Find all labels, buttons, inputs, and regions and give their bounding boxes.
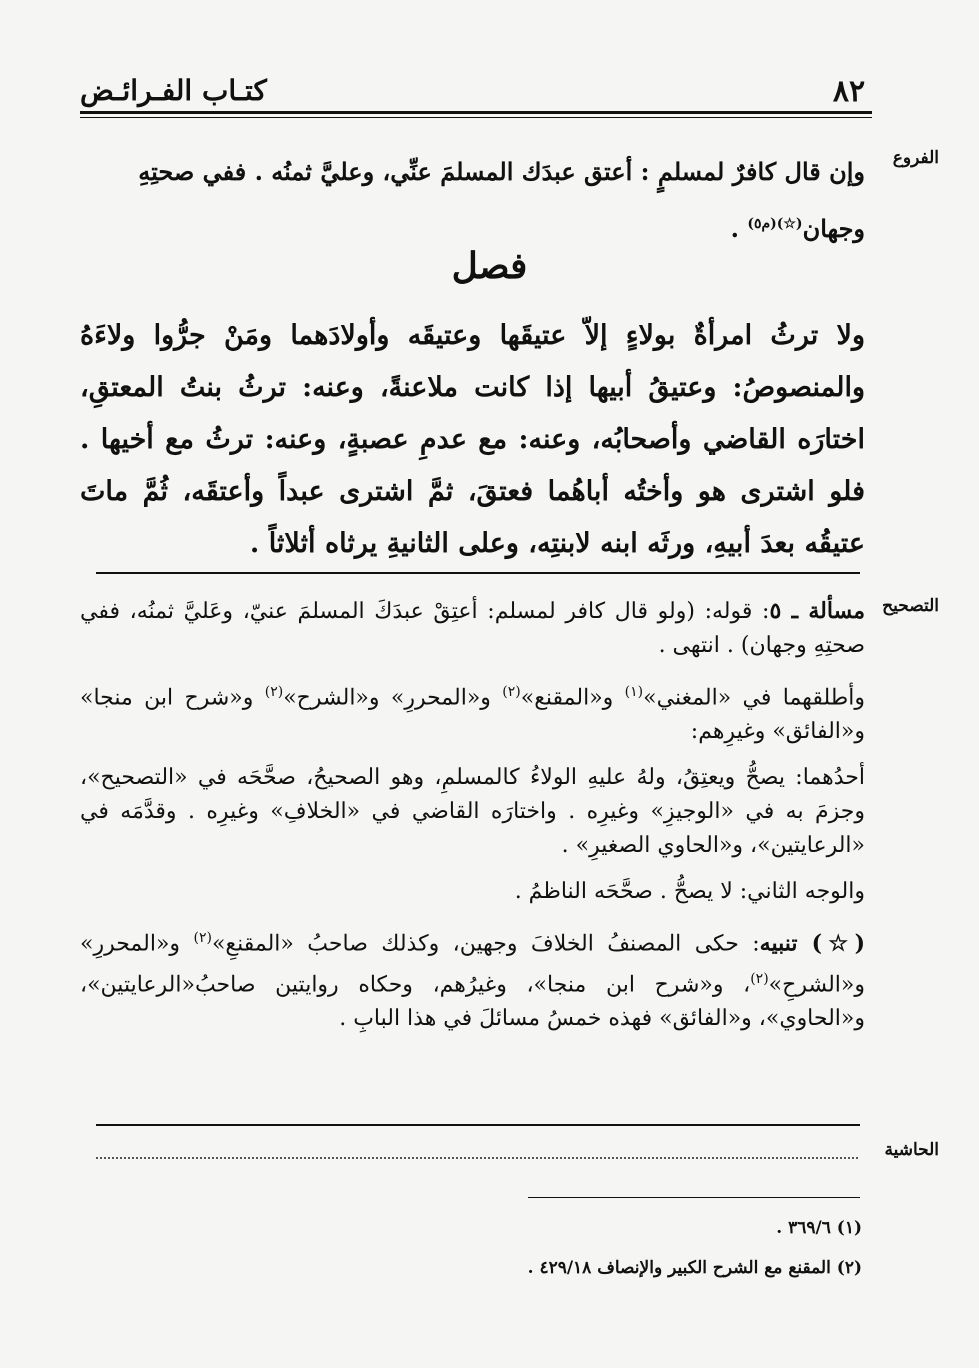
- footnote-ref-2b: (٢): [264, 684, 284, 700]
- header-rule-thin: [80, 117, 872, 118]
- para-5-part-d: ، و«شرح ابن منجا»، وغيرُهم، وحكاه روايتين صاحبُ«الرعايتين»، و«الحاوي»، و«الفائق» فهذه خمسُ مسائلَ في هذا البابِ .: [80, 971, 865, 1031]
- masala-text: : قوله: (ولو قال كافر لمسلم: أعتِقْ عبدَكَ المسلمَ عنيّ، وعَليَّ ثمنُه، ففي صحتِهِ وجهان) . انتهى .: [80, 599, 865, 658]
- header-rule-thick: [80, 111, 872, 114]
- para-2-part-a: وأطلقهما في «المغني»: [643, 685, 865, 711]
- footnote-1: (١) ٣٦٩/٦ .: [776, 1218, 862, 1238]
- tashih-para-3: أحدُهما: يصحُّ ويعتِقُ، ولهُ عليهِ الولاءُ كالمسلمِ، وهو الصحيحُ، صحَّحَه في «التصحيح»، وجزمَ به في «الوجيزِ» وغيرِه . واختارَه القاضي في «الخلافِ» وغيرِه . وقدَّمَه في «الرعايتين»، و«الحاوي الصغيرِ» .: [80, 765, 865, 859]
- page-number: ٨٢: [832, 74, 866, 109]
- footnote-ref-2: (٢): [502, 684, 521, 700]
- para-2-part-d: و«شرح ابن منجا» و«الفائق» وغيرِهم:: [80, 685, 865, 745]
- para-2-part-c: و«المحررِ» و«الشرح»: [283, 685, 503, 711]
- furu-marks: (☆)(م٥): [747, 216, 803, 232]
- star-mark: (☆): [797, 930, 865, 957]
- furu-text: [80, 146, 865, 255]
- para-5-part-b: : حكى المصنفُ الخلافَ وجهين، وكذلك صاحبُ «المقنعِ»: [211, 931, 760, 957]
- para-2-part-b: و«المقنع»: [520, 685, 625, 711]
- footnote-ref-2c: (٢): [193, 930, 212, 947]
- tashih-para-5: [80, 921, 865, 1036]
- furu-line-2-text: وجهان: [802, 214, 865, 243]
- footnote-2: (٢) المقنع مع الشرح الكبير والإنصاف ٤٢٩/١٨ .: [527, 1258, 862, 1278]
- hashiya-label: الحاشية: [884, 1140, 939, 1160]
- footnote-ref-2d: (٢): [750, 970, 769, 987]
- section-divider-1: [96, 572, 860, 574]
- tashih-para-2: [80, 675, 865, 749]
- tashih-para-1: [80, 594, 865, 663]
- furu-line-2-end: .: [730, 214, 739, 243]
- section-divider-2: [96, 1124, 860, 1126]
- tanbih-heading: تنبيه: [759, 930, 798, 957]
- footnote-ref-1: (١): [624, 684, 644, 700]
- masala-heading: مسألة ـ ٥: [769, 598, 865, 624]
- furu-label: الفروع: [892, 148, 939, 168]
- tashih-label: التصحيح: [882, 596, 939, 616]
- furu-line-1: وإن قال كافرٌ لمسلمٍ : أعتق عبدَك المسلمَ عنِّي، وعليَّ ثمنُه . ففي صحتِهِ: [138, 157, 865, 186]
- tashih-para-4: والوجه الثاني: لا يصحُّ . صحَّحَه الناظمُ .: [514, 879, 865, 905]
- fasl-text: ولا ترثُ امرأةٌ بولاءٍ إلاّ عتيقَها وعتيقَه وأولادَهما ومَنْ جرُّوا ولاءَهُ والمنصوصُ: وعتيقُ أبيها إذا كانت ملاعنةً، وعنه: ترثُ بنتُ المعتقِ، اختارَه القاضي وأصحابُه، وعنه: مع عدمِ عصبةٍ، وعنه: ترثُ مع أخيها . فلو اشترى هو وأختُه أباهُما فعتقَ، ثمَّ اشترى عبداً وأعتقَه، ثُمَّ ماتَ عتيقُه بعدَ أبيهِ، ورثَه ابنه لابنتِه، وعلى الثانيةِ يرثاه أثلاثاً .: [80, 320, 865, 559]
- hashiya-dotted-line: [96, 1157, 858, 1159]
- tashih-text: [80, 594, 865, 1048]
- section-heading: فصل: [451, 245, 528, 287]
- footnote-rule: [528, 1197, 860, 1198]
- book-title: كتـاب الفـرائـض: [80, 74, 267, 107]
- para-5-part-c: و«المحررِ» و«الشرحِ»: [80, 931, 865, 997]
